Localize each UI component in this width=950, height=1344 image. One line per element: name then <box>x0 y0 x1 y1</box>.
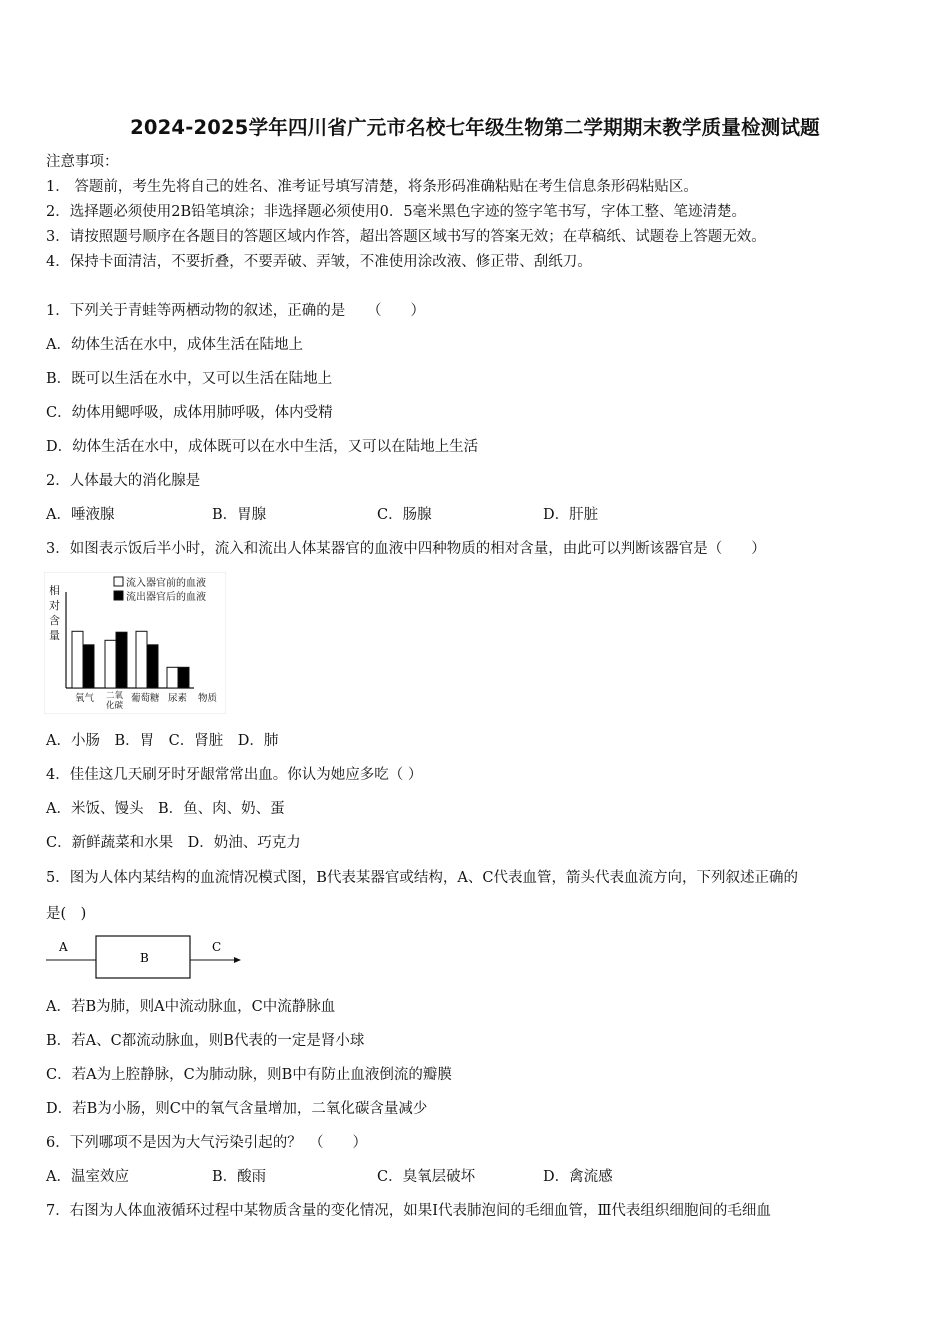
notice-heading: 注意事项： <box>46 154 119 170</box>
x-tick-label: 葡萄糖 <box>131 693 160 704</box>
bar-chart <box>44 572 226 714</box>
question-5-stem: 5．图为人体内某结构的血流情况模式图，B代表某器官或结构，A、C代表血管，箭头代表血流方向，下列叙述正确的 <box>46 870 798 886</box>
legend-label: 流入器官前的血液 <box>126 578 206 589</box>
y-axis-label: 量 <box>49 629 60 642</box>
question-6-stem: 6．下列哪项不是因为大气污染引起的？ （ ） <box>46 1135 367 1151</box>
question-4-options-line2: C．新鲜蔬菜和水果 D．奶油、巧克力 <box>46 835 301 851</box>
question-1-option-c: C．幼体用鳃呼吸，成体用肺呼吸，体内受精 <box>46 405 333 421</box>
notice-item: 1． 答题前，考生先将自己的姓名、准考证号填写清楚，将条形码准确粘贴在考生信息条形码粘贴区。 <box>46 179 698 195</box>
page-title: 2024-2025学年四川省广元市名校七年级生物第二学期期末教学质量检测试题 <box>130 116 820 139</box>
question-3-stem: 3．如图表示饭后半小时，流入和流出人体某器官的血液中四种物质的相对含量，由此可以判断该器官是（ ） <box>46 541 766 557</box>
y-axis-label: 对 <box>49 599 60 612</box>
question-6-option-c: C．臭氧层破坏 <box>377 1169 476 1185</box>
question-5-option-a: A．若B为肺，则A中流动脉血，C中流静脉血 <box>46 999 336 1015</box>
y-axis-label: 相 <box>49 584 60 597</box>
notice-item: 3．请按照题号顺序在各题目的答题区域内作答，超出答题区域书写的答案无效；在草稿纸、试题卷上答题无效。 <box>46 229 766 245</box>
x-tick-label: 氧气 <box>75 693 95 704</box>
question-1-option-a: A．幼体生活在水中，成体生活在陆地上 <box>46 337 303 353</box>
question-6-option-a: A．温室效应 <box>46 1169 129 1185</box>
bar <box>105 640 116 688</box>
question-5-option-b: B．若A、C都流动脉血，则B代表的一定是肾小球 <box>46 1033 365 1049</box>
legend-label: 流出器官后的血液 <box>126 592 206 603</box>
question-1-option-b: B．既可以生活在水中，又可以生活在陆地上 <box>46 371 333 387</box>
vessel-c-label: C <box>212 940 222 954</box>
question-5-option-d: D．若B为小肠，则C中的氧气含量增加，二氧化碳含量减少 <box>46 1101 428 1117</box>
bar <box>116 632 127 688</box>
question-2-option-d: D．肝脏 <box>543 507 599 523</box>
question-1-option-d: D．幼体生活在水中，成体既可以在水中生活，又可以在陆地上生活 <box>46 439 479 455</box>
bar <box>167 667 178 688</box>
x-axis-label: 物质 <box>198 693 218 704</box>
bar <box>178 667 189 688</box>
notice-item: 2．选择题必须使用2B铅笔填涂；非选择题必须使用0．5毫米黑色字迹的签字笔书写，字体工整、笔迹清楚。 <box>46 204 747 220</box>
question-2-option-a: A．唾液腺 <box>46 507 115 523</box>
bar <box>147 645 158 688</box>
x-tick-label: 尿素 <box>168 693 188 704</box>
question-4-stem: 4．佳佳这几天刷牙时牙龈常常出血。你认为她应多吃（ ） <box>46 767 423 783</box>
question-2-option-b: B．胃腺 <box>212 507 267 523</box>
x-tick-label: 化碳 <box>106 701 124 711</box>
blood-flow-diagram <box>44 932 244 980</box>
question-2-option-c: C．肠腺 <box>377 507 432 523</box>
bar <box>72 631 83 688</box>
question-7-stem: 7．右图为人体血液循环过程中某物质含量的变化情况，如果Ⅰ代表肺泡间的毛细血管，Ⅲ代表组织细胞间的毛细血 <box>46 1203 771 1219</box>
notice-item: 4．保持卡面清洁，不要折叠，不要弄破、弄皱，不准使用涂改液、修正带、刮纸刀。 <box>46 254 592 270</box>
y-axis-label: 含 <box>49 614 60 627</box>
question-3-options: A．小肠 B．胃 C．肾脏 D．肺 <box>46 733 279 749</box>
legend-swatch <box>114 591 123 600</box>
vessel-a-label: A <box>59 940 68 954</box>
question-4-options-line1: A．米饭、馒头 B．鱼、肉、奶、蛋 <box>46 801 285 817</box>
legend-swatch <box>114 577 123 586</box>
bar <box>83 645 94 688</box>
question-5-option-c: C．若A为上腔静脉，C为肺动脉，则B中有防止血液倒流的瓣膜 <box>46 1067 452 1083</box>
question-5-stem-cont: 是( ) <box>46 906 87 922</box>
question-6-option-b: B．酸雨 <box>212 1169 267 1185</box>
organ-b-label: B <box>140 951 149 965</box>
x-tick-label: 二氧 <box>106 691 124 701</box>
question-6-option-d: D．禽流感 <box>543 1169 613 1185</box>
question-2-stem: 2．人体最大的消化腺是 <box>46 473 201 489</box>
bar <box>136 631 147 688</box>
question-1-stem: 1．下列关于青蛙等两栖动物的叙述，正确的是 （ ） <box>46 303 425 319</box>
